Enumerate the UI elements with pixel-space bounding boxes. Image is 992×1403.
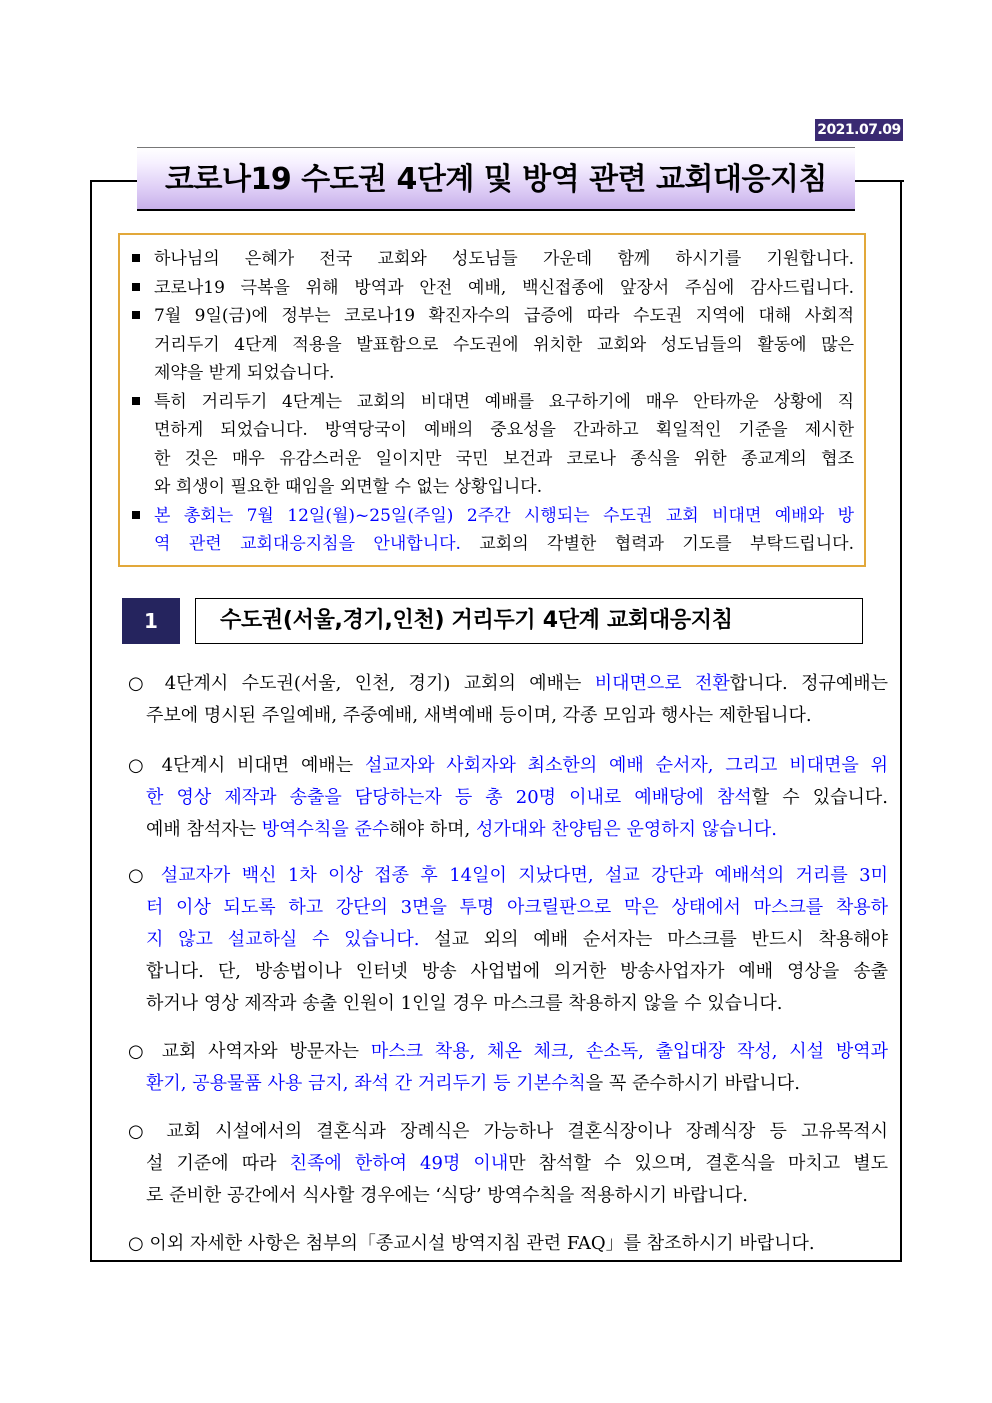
document-title: 코로나19 수도권 4단계 및 방역 관련 교회대응지침: [137, 147, 855, 211]
p2-text-b: 할 수 있습니다.: [751, 787, 888, 808]
p4-text-a: ○ 교회 사역자와 방문자는: [128, 1041, 371, 1062]
p3-bullet: ○: [128, 865, 161, 886]
intro-bullet-5-line-1: 본 총회는 7월 12일(월)~25일(주일) 2주간 시행되는 수도권 교회 비대면 예배와 방: [154, 505, 854, 526]
paragraph-1: [128, 668, 888, 732]
p3-highlight-3: 지 않고 설교하실 수 있습니다.: [146, 929, 420, 950]
paragraph-2-line-1: [128, 750, 888, 782]
intro-bullet-4-line-3: 한 것은 매우 유감스러운 일이지만 국민 보건과 코로나 종식을 위한 종교계의 협조: [154, 448, 854, 469]
paragraph-5-line-3: 로 준비한 공간에서 식사할 경우에는 ‘식당’ 방역수칙을 적용하시기 바랍니다.: [146, 1185, 748, 1206]
intro-bullet-1: [128, 245, 854, 274]
square-bullet-icon: [132, 511, 140, 519]
paragraph-5-line-2: [128, 1148, 888, 1180]
intro-bullet-3-line-2: 거리두기 4단계 적용을 발표함으로 수도권에 위치한 교회와 성도님들의 활동에 많은: [154, 334, 854, 355]
p2-highlight-3: 방역수칙을 준수: [261, 819, 390, 840]
p5-text-a: 설 기준에 따라: [146, 1153, 290, 1174]
square-bullet-icon: [132, 283, 140, 291]
paragraph-3: [128, 860, 888, 1020]
intro-bullet-4-line-4: 와 희생이 필요한 때임을 외면할 수 없는 상황입니다.: [154, 477, 543, 497]
intro-bullet-3-line-3: 제약을 받게 되었습니다.: [154, 363, 335, 383]
square-bullet-icon: [132, 397, 140, 405]
p2-text-a: ○ 4단계시 비대면 예배는: [128, 755, 365, 776]
intro-bullet-3: [128, 302, 854, 388]
intro-bullet-5-line-2: [154, 530, 854, 559]
p4-highlight-2: 환기, 공용물품 사용 금지, 좌석 간 거리두기 등 기본수칙: [146, 1073, 586, 1094]
paragraph-4-line-2: [128, 1068, 888, 1100]
paragraph-3-line-1: [128, 860, 888, 892]
p1-text-a: ○ 4단계시 수도권(서울, 인천, 경기) 교회의 예배는: [128, 673, 595, 694]
paragraph-2: [128, 750, 888, 846]
intro-bullet-3-line-1: 7월 9일(금)에 정부는 코로나19 확진자수의 급증에 따라 수도권 지역에 대해 사회적: [154, 306, 854, 326]
intro-bullet-2: [128, 274, 854, 303]
paragraph-2-line-2: [128, 782, 888, 814]
p4-text-b: 을 꼭 준수하시기 바랍니다.: [585, 1073, 800, 1094]
intro-bullet-4: [128, 388, 854, 502]
paragraph-3-line-3: [128, 924, 888, 956]
intro-bullet-4-line-1: 특히 거리두기 4단계는 교회의 비대면 예배를 요구하기에 매우 안타까운 상황에 직: [154, 391, 854, 412]
p3-text-b: 설교 외의 예배 순서자는 마스크를 반드시 착용해야: [419, 929, 889, 950]
paragraph-3-line-2: 터 이상 되도록 하고 강단의 3면을 투명 아크릴판으로 막은 상태에서 마스크를 착용하: [146, 897, 888, 918]
p3-highlight-1: 설교자가 백신 1차 이상 접종 후 14일이 지났다면, 설교 강단과 예배석의 거리를 3미: [160, 865, 888, 886]
paragraph-1-line-2: 주보에 명시된 주일예배, 주중예배, 새벽예배 등이며, 각종 모임과 행사는 제한됩니다.: [146, 705, 812, 726]
p2-text-d: 해야 하며,: [389, 819, 476, 840]
p5-text-c: 만 참석할 수 있으며, 결혼식을 마치고 별도: [508, 1153, 889, 1174]
intro-bullet-5-black-text: 교회의 각별한 협력과 기도를 부탁드립니다.: [460, 534, 854, 554]
p4-highlight-1: 마스크 착용, 체온 체크, 손소독, 출입대장 작성, 시설 방역과: [370, 1041, 888, 1062]
p2-highlight-1: 설교자와 사회자와 최소한의 예배 순서자, 그리고 비대면을 위: [364, 755, 888, 776]
document-date: 2021.07.09: [815, 119, 903, 141]
paragraph-2-line-3: [128, 814, 888, 846]
paragraph-4-line-1: [128, 1036, 888, 1068]
square-bullet-icon: [132, 311, 140, 319]
p5-highlight: 친족에 한하여 49명 이내: [289, 1153, 509, 1174]
paragraph-3-line-5: 하거나 영상 제작과 송출 인원이 1인일 경우 마스크를 착용하지 않을 수 있습니다.: [146, 993, 783, 1014]
frame-top-left-rule: [90, 180, 140, 182]
paragraph-4: [128, 1036, 888, 1100]
p1-text-c: 합니다. 정규예배는: [729, 673, 889, 694]
paragraph-5-line-1: ○ 교회 시설에서의 결혼식과 장례식은 가능하나 결혼식장이나 장례식장 등 고유목적시: [128, 1121, 888, 1142]
section-title: 수도권(서울,경기,인천) 거리두기 4단계 교회대응지침: [195, 598, 863, 644]
section-number: 1: [122, 598, 180, 644]
p2-highlight-2: 한 영상 제작과 송출을 담당하는자 등 총 20명 이내로 예배당에 참석: [146, 787, 752, 808]
square-bullet-icon: [132, 254, 140, 262]
paragraph-5: [128, 1116, 888, 1212]
frame-top-right-rule: [855, 180, 904, 182]
p2-highlight-4: 성가대와 찬양팀은 운영하지 않습니다.: [475, 819, 778, 840]
p1-highlight: 비대면으로 전환: [594, 673, 730, 694]
intro-bullet-2-text: 코로나19 극복을 위해 방역과 안전 예배, 백신접종에 앞장서 주심에 감사드립니다.: [154, 277, 854, 298]
paragraph-6: [128, 1228, 888, 1260]
intro-bullet-1-text: 하나님의 은혜가 전국 교회와 성도님들 가운데 함께 하시기를 기원합니다.: [154, 249, 854, 269]
intro-bullet-5-blue-text: 역 관련 교회대응지침을 안내합니다.: [154, 534, 461, 554]
paragraph-6-line-1: ○ 이외 자세한 사항은 첨부의「종교시설 방역지침 관련 FAQ」를 참조하시기 바랍니다.: [128, 1233, 815, 1254]
paragraph-3-line-4: 합니다. 단, 방송법이나 인터넷 방송 사업법에 의거한 방송사업자가 예배 영상을 송출: [146, 961, 888, 982]
paragraph-1-line-1: [128, 668, 888, 700]
p2-text-c: 예배 참석자는: [146, 819, 262, 840]
intro-box: [118, 233, 866, 567]
intro-bullet-5: [128, 502, 854, 559]
intro-bullet-4-line-2: 면하게 되었습니다. 방역당국이 예배의 중요성을 간과하고 획일적인 기준을 제시한: [154, 420, 854, 440]
